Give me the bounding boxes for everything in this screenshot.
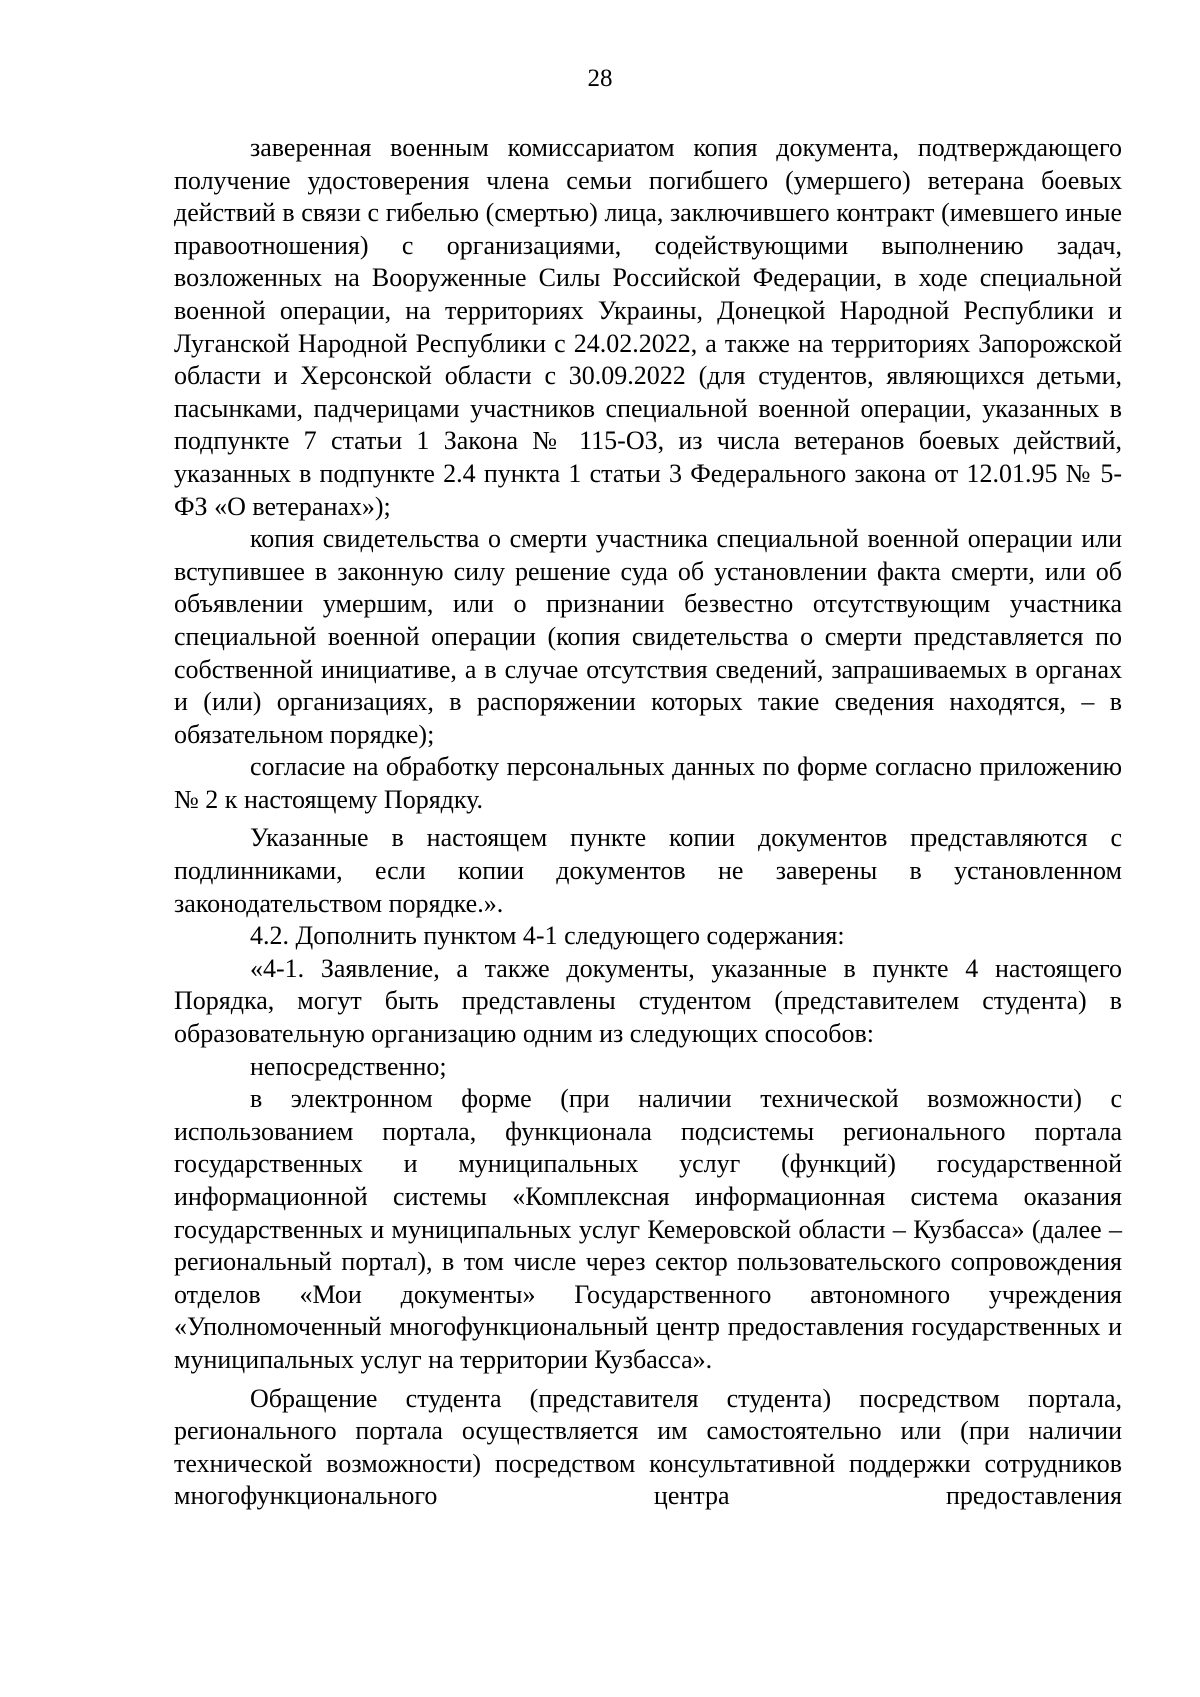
paragraph-military-commissariat-copy: заверенная военным комиссариатом копия документа, подтверждающего получение удостоверения члена семьи погибшего (умершего) ветерана боевых действий в связи с гибелью (смертью) лица, заключившего контракт (имевшего иные правоотношения) с организациями, содействующими выполнению задач, возложенных на Вооруженные Силы Российской Федерации, в ходе специальной военной операции, на территориях Украины, Донецкой Народной Республики и Луганской Народной Республики с 24.02.2022, а также на территориях Запорожской области и Херсонской области с 30.09.2022 (для студентов, являющихся детьми, пасынками, падчерицами участников специальной военной операции, указанных в подпункте 7 статьи 1 Закона № 115-ОЗ, из числа ветеранов боевых действий, указанных в подпункте 2.4 пункта 1 статьи 3 Федерального закона от 12.01.95 № 5-ФЗ «О ветеранах»); [174,133,1122,521]
paragraph-electronic-form: в электронном форме (при наличии технической возможности) с использованием портала, функционала подсистемы регионального портала государственных и муниципальных услуг (функций) государственной информационной системы «Комплексная информационная система оказания государственных и муниципальных услуг Кемеровской области – Кузбасса» (далее – региональный портал), в том числе через сектор пользовательского сопровождения отделов «Мои документы» Государственного автономного учреждения «Уполномоченный многофункциональный центр предоставления государственных и муниципальных услуг на территории Кузбасса». [174,1084,1122,1374]
paragraph-section-4-1: «4-1. Заявление, а также документы, указанные в пункте 4 настоящего Порядка, могут быть представлены студентом (представителем студента) в образовательную организацию одним из следующих способов: [174,953,1122,1049]
paragraph-portal-appeal: Обращение студента (представителя студента) посредством портала, регионального портала осуществляется им самостоятельно или (при наличии технической возможности) посредством консультативной поддержки сотрудников многофункционального центра предоставления [174,1383,1122,1511]
paragraph-directly: непосредственно; [250,1051,447,1081]
paragraph-section-4-2: 4.2. Дополнить пунктом 4-1 следующего содержания: [250,921,845,951]
document-body [174,132,1122,1513]
paragraph-personal-data-consent: согласие на обработку персональных данных по форме согласно приложению № 2 к настоящему Порядку. [174,752,1122,814]
paragraph-death-certificate-copy: копия свидетельства о смерти участника специальной военной операции или вступившее в законную силу решение суда об установлении факта смерти, или об объявлении умершим, или о признании безвестно отсутствующим участника специальной военной операции (копия свидетельства о смерти представляется по собственной инициативе, а в случае отсутствия сведений, запрашиваемых в органах и (или) организациях, в распоряжении которых такие сведения находятся, – в обязательном порядке); [174,524,1122,749]
page-number: 28 [587,65,613,92]
paragraph-copies-with-originals: Указанные в настоящем пункте копии документов представляются с подлинниками, если копии документов не заверены в установленном законодательством порядке.». [174,823,1122,918]
